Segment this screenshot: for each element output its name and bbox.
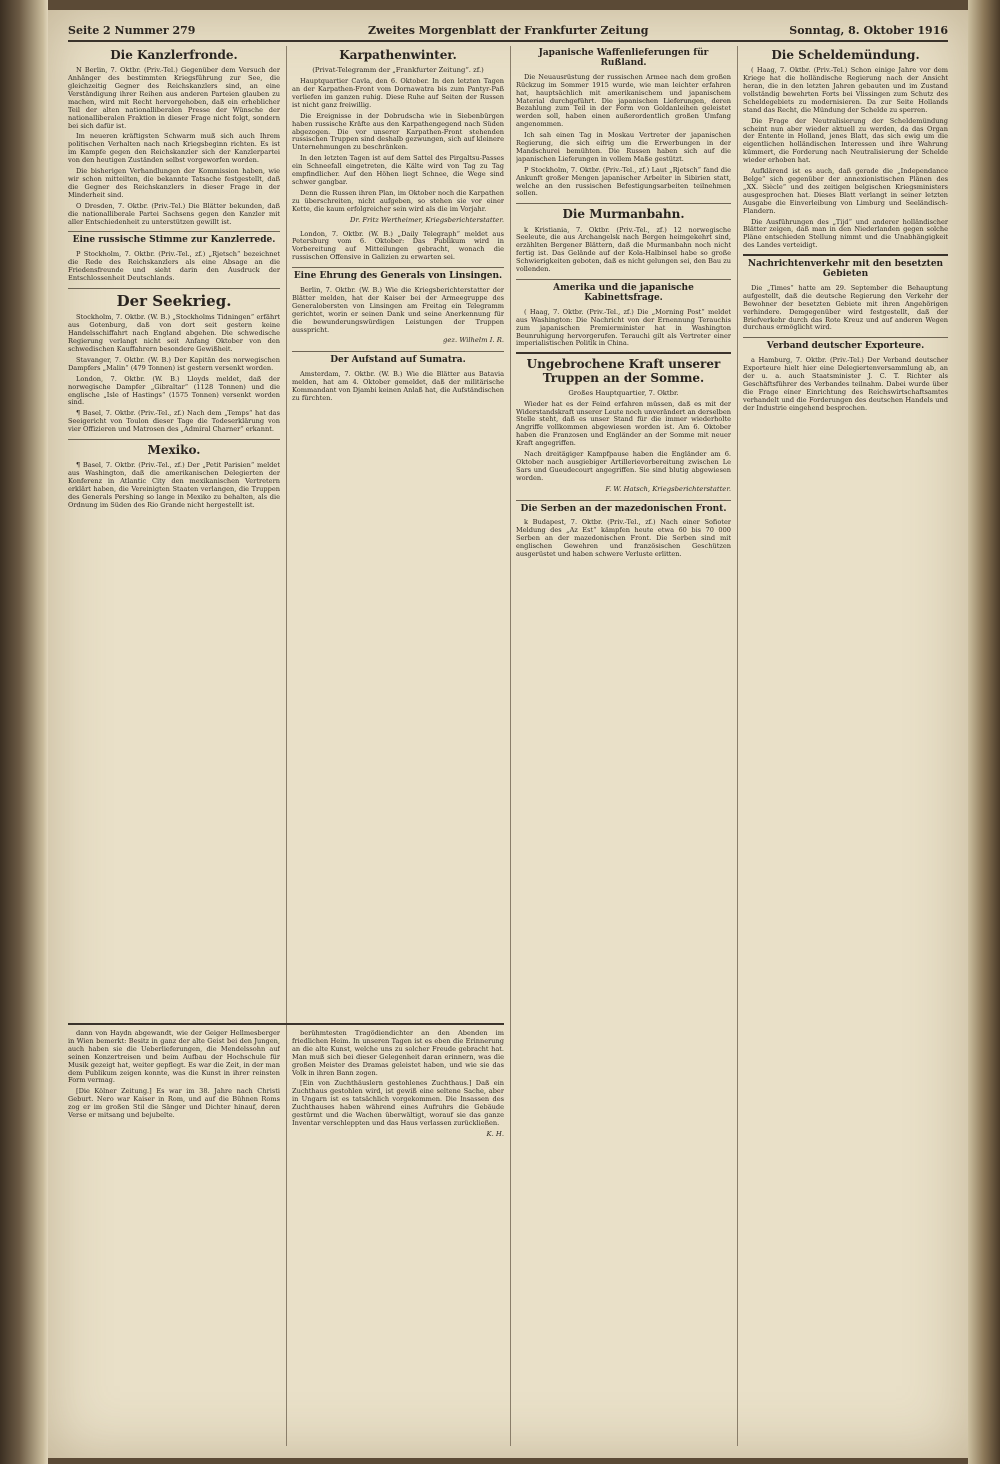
article-paragraph: P Stockholm, 7. Oktbr. (Priv.-Tel., zf.) „Rjetsch“ bezeichnet die Rede des Reichskanzlers als eine Absage an die Friedensfreunde und sieht darin den Ausdruck der Entschlossenheit Deutschlands.: [68, 250, 280, 283]
subheadline: Großes Hauptquartier, 7. Oktbr.: [568, 388, 679, 397]
article-paragraph: Hauptquartier Cavla, den 6. Oktober. In den letzten Tagen an der Karpathen-Front vom Dornawatra bis zum Pantyr-Paß verliefen im ganzen ruhig. Diese Ruhe auf Seiten der Russen ist nicht ganz freiwillig.: [292, 77, 504, 109]
divider: [516, 279, 731, 280]
headline-scheldemuendung: Die Scheldemündung.: [771, 48, 920, 62]
article-paragraph: Amsterdam, 7. Oktbr. (W. B.) Wie die Blätter aus Batavia melden, hat am 4. Oktober gemeldet, daß der militärische Kommandant von Djambi keinen Anlaß hat, die Aufständischen zu fürchten.: [292, 370, 504, 402]
headline-mexiko: Mexiko.: [147, 443, 201, 458]
signature: gez. Wilhelm I. R.: [443, 336, 504, 345]
divider: [516, 352, 731, 354]
divider: [743, 337, 948, 338]
article-paragraph: Im neueren kräftigsten Schwarm muß sich auch Ihrem politischen Verhalten nach nach Kriegsbeginn richten. Es ist im Kampfe gegen den Reichskanzler sich der Kanzlerpartei von den heutigen Zuständen selbst vorgeworfen worden.: [68, 132, 280, 165]
column-3: [516, 46, 731, 1441]
divider: [292, 351, 504, 352]
header-right: Sonntag, 8. Oktober 1916: [789, 24, 948, 37]
article-paragraph: Die „Times“ hatte am 29. September die Behauptung aufgestellt, daß die deutsche Regierung den Verkehr der Bewohner der besetzten Gebiete mit ihren Angehörigen verhindere. Demgegenüber wird festgestellt, daß der Briefverkehr durch das Rote Kreuz und auf anderen Wegen durchaus ermöglicht wird.: [743, 283, 948, 332]
article-paragraph: Stockholm, 7. Oktbr. (W. B.) „Stockholms Tidningen“ erfährt aus Gotenburg, daß von dort seit gestern keine Handelsschiffahrt nach England abgehen. Die schwedische Regierung verlangt nicht seit Anfang Oktober von den schwedischen Kauffahrern besondere Gewißheit.: [68, 313, 280, 354]
article-paragraph: Wieder hat es der Feind erfahren müssen, daß es mit der Widerstandskraft unserer Leute noch unverändert an derselben Stelle steht, daß es unser Stand für die immer wiederholte Angriffe vollkommen abgewiesen worden ist. Am 6. Oktober haben die Franzosen und Engländer an der Somme mit neuer Kraft angegriffen.: [516, 399, 731, 448]
headline-serben-front: Die Serben an der mazedonischen Front.: [520, 503, 727, 514]
headline-ungebrochene-kraft: Ungebrochene Kraft unserer Truppen an der Somme.: [526, 357, 721, 385]
divider: [68, 439, 280, 440]
article-paragraph: ¶ Basel, 7. Oktbr. (Priv.-Tel., zf.) Der „Petit Parisien“ meldet aus Washington, daß die amerikanischen Delegierten der Konferenz in Atlantic City den mexikanischen Vertretern erklärt haben, die Vereinigten Staaten verlangen, die Truppen des Generals Pershing so lange in Mexiko zu behalten, als die Ordnung im Süden des Rio Grande nicht hergestellt ist.: [68, 461, 280, 509]
newspaper-page: [48, 10, 968, 1458]
feuilleton-paragraph: [Die Kölner Zeitung.] Es war im 38. Jahre nach Christi Geburt. Nero war Kaiser in Rom, und auf die Bühnen Roms zog er im großen Stil die Sänger und Dichter hinauf, deren Verse er mitsang und bejubelte.: [68, 1087, 280, 1120]
divider: [743, 254, 948, 256]
headline-aufstand-sumatra: Der Aufstand auf Sumatra.: [330, 355, 466, 366]
article-paragraph: a Hamburg, 7. Oktbr. (Priv.-Tel.) Der Verband deutscher Exporteure hielt hier eine Delegiertenversammlung ab, an der u. a. auch Staatsminister J. C. T. Richter als Geschäftsführer des Verbandes teilnahm. Dabei wurde über die Frage einer Einrichtung des Reichswirtschaftsamtes verhandelt und die Forderungen des deutschen Handels und der Industrie eingehend besprochen.: [743, 356, 948, 412]
headline-murmanbahn: Die Murmanbahn.: [562, 207, 685, 222]
feuilleton-column-1: [68, 1030, 280, 1445]
header-left: Seite 2 Nummer 279: [68, 24, 196, 37]
column-2: [292, 46, 504, 1016]
header-center: Zweites Morgenblatt der Frankfurter Zeitung: [368, 24, 649, 37]
article-paragraph: Die Ausführungen des „Tijd“ und anderer holländischer Blätter zeigen, daß man in den Niederlanden gegen solche Pläne entschieden Stellung nimmt und die Unabhängigkeit des Landes verteidigt.: [743, 217, 948, 250]
byline: Dr. Fritz Wertheimer, Kriegsberichterstatter.: [350, 215, 504, 224]
headline-nachrichtenverkehr: Nachrichtenverkehr mit den besetzten Gebieten: [747, 259, 944, 280]
column-rule: [510, 46, 511, 1446]
article-paragraph: London, 7. Oktbr. (W. B.) Lloyds meldet, daß der norwegische Dampfer „Gibraltar“ (1128 Tonnen) und die englische „Isle of Hastings“ (1575 Tonnen) versenkt worden sind.: [68, 374, 280, 407]
column-4: [743, 46, 948, 1441]
signature: K. H.: [486, 1129, 504, 1138]
article-paragraph: ( Haag, 7. Oktbr. (Priv.-Tel.) Schon einige Jahre vor dem Kriege hat die holländische Regierung nach der Ansicht heran, die in den letzten Jahren gebauten und im Zustand vollständig bewehrten Forts bei Vlissingen zum Schutz des Scheldegebiets zu modernisieren. Da zur Seite Hollands stand das Recht, die Mündung der Schelde zu sperren.: [743, 66, 948, 114]
article-paragraph: In den letzten Tagen ist auf dem Sattel des Pirgaltsu-Passes ein Schneefall eingetreten, die Kälte wird von Tag zu Tag empfindlicher. Auf den Höhen liegt Schnee, die Wege sind schwer gangbar.: [292, 154, 504, 186]
article-paragraph: London, 7. Oktbr. (W. B.) „Daily Telegraph“ meldet aus Petersburg vom 6. Oktober: Das Publikum wird in Vorbereitung auf Mitteilungen gebracht, wonach die russischen Offensive in Galizien zu erwarten sei.: [292, 229, 504, 262]
article-paragraph: N Berlin, 7. Oktbr. (Priv.-Tel.) Gegenüber dem Versuch der Anhänger des bestimmten Kriegsführung zur See, die gleichzeitig Gegner des Reichskanzlers sind, an eine Verständigung ihrer Reihen aus anderen Parteien glauben zu machen, wird mit Recht hervorgehoben, daß ein erheblicher Teil der alten nationalliberalen Presse der Wünsche der nationalliberalen Fraktion in dieser Frage nicht folgt, sondern bei sich dafür ist.: [68, 66, 280, 130]
feuilleton-rule: [68, 1023, 504, 1025]
article-paragraph: Nach dreitägiger Kampfpause haben die Engländer am 6. Oktober nach ausgiebiger Artillerievorbereitung zwischen Le Sars und Gueudecourt angegriffen. Sie sind blutig abgewiesen worden.: [516, 450, 731, 482]
divider: [68, 288, 280, 289]
headline-russische-stimme: Eine russische Stimme zur Kanzlerrede.: [72, 235, 276, 246]
article-paragraph: Die Neuausrüstung der russischen Armee nach dem großen Rückzug im Sommer 1915 wurde, wie man leichter erfahren hat, hauptsächlich mit amerikanischem und japanischem Material durchgeführt. Die japanischen Lieferungen, deren Bezahlung zum Teil in der Form von Goldanleihen geleistet werden soll, haben einen außerordentlich großen Umfang angenommen.: [516, 72, 731, 129]
divider: [292, 267, 504, 268]
headline-karpathenwinter: Karpathenwinter.: [339, 48, 457, 62]
article-paragraph: Die Ereignisse in der Dobrudscha wie in Siebenbürgen haben russische Kräfte aus den Karpathengegend nach Süden abgezogen. Die vor unserer Karpathen-Front stehenden russischen Truppen sind deshalb gezwungen, sich auf kleinere Unternehmungen zu beschränken.: [292, 111, 504, 152]
subheadline: (Privat-Telegramm der „Frankfurter Zeitung“. zf.): [312, 66, 484, 75]
article-paragraph: ( Haag, 7. Oktbr. (Priv.-Tel., zf.) Die „Morning Post“ meldet aus Washington: Die Nachricht von der Ernennung Terauchis zum japanischen Premierminister hat in Washington Beunruhigung hervorgerufen. Terauchi gilt als Vertreter einer imperialistischen Politik in China.: [516, 307, 731, 348]
article-paragraph: Die Frage der Neutralisierung der Scheldemündung scheint nun aber wieder aktuell zu werden, da das Organ der Entente in Holland, jenes Blatt, das sich ewig um die eigentlichen holländischen Interessen und ihre Wahrung kümmert, die Forderung nach Neutralisierung der Schelde wieder erhoben hat.: [743, 116, 948, 165]
article-paragraph: Denn die Russen ihren Plan, im Oktober noch die Karpathen zu überschreiten, nicht aufgeben, so stehen sie vor einer Kette, die kaum erfolgreicher sein wird als die im Vorjahr.: [292, 188, 504, 213]
article-paragraph: k Kristiania, 7. Oktbr. (Priv.-Tel., zf.) 12 norwegische Seeleute, die aus Archangelsk nach Bergen heimgekehrt sind, erzählten Bergener Blättern, daß die Murmanbahn noch nicht fertig ist. Das Gelände auf der Kola-Halbinsel habe so große Schwierigkeiten geboten, daß es nicht gelungen sei, den Bau zu vollenden.: [516, 225, 731, 274]
feuilleton-column-2: [292, 1030, 504, 1445]
article-paragraph: Stavanger, 7. Oktbr. (W. B.) Der Kapitän des norwegischen Dampfers „Malin“ (479 Tonnen) ist gestern versenkt worden.: [68, 355, 280, 372]
headline-kanzlerfronde: Die Kanzlerfronde.: [110, 48, 238, 62]
book-spine: [0, 0, 48, 1464]
column-1: [68, 46, 280, 1016]
headline-amerika-japan: Amerika und die japanische Kabinettsfrage.: [553, 283, 694, 303]
page-edge: [968, 0, 1000, 1464]
headline-japanische-waffen: Japanische Waffenlieferungen für Rußland.: [538, 48, 709, 68]
divider: [516, 203, 731, 204]
divider: [68, 231, 280, 232]
article-paragraph: Ich sah einen Tag in Moskau Vertreter der japanischen Regierung, die sich eifrig um die Erwerbungen in der Mandschurei bemühten. Die Russen haben sich auf die japanischen Lieferungen in vollem Maße gestützt.: [516, 131, 731, 163]
article-paragraph: O Dresden, 7. Oktbr. (Priv.-Tel.) Die Blätter bekunden, daß die nationalliberale Partei Sachsens gegen den Kanzler mit aller Entschiedenheit zu unterstützen gewillt ist.: [68, 201, 280, 226]
page-header: [68, 22, 948, 42]
column-rule: [286, 46, 287, 1446]
divider: [516, 500, 731, 501]
headline-ehrung-linsingen: Eine Ehrung des Generals von Linsingen.: [293, 271, 503, 282]
article-paragraph: ¶ Basel, 7. Oktbr. (Priv.-Tel., zf.) Nach dem „Temps“ hat das Seeigericht von Toulon dieser Tage die Todeserklärung von vier Offizieren und Matrosen des „Admiral Charner“ erkannt.: [68, 409, 280, 434]
article-paragraph: k Budapest, 7. Oktbr. (Priv.-Tel., zf.) Nach einer Sofioter Meldung des „Az Est“ kämpfen heute etwa 60 bis 70 000 Serben an der mazedonischen Front. Die Serben sind mit englischen Gewehren und französischen Geschützen ausgerüstet und haben schwere Verluste erlitten.: [516, 518, 731, 559]
article-paragraph: Die bisherigen Verhandlungen der Kommission haben, wie wir schon mitteilten, die bekannte Tatsache festgestellt, daß die Gegner des Reichskanzlers in dieser Frage in der Minderheit sind.: [68, 167, 280, 199]
headline-seekrieg: Der Seekrieg.: [116, 291, 232, 310]
byline: F. W. Hatsch, Kriegsberichterstatter.: [605, 484, 731, 493]
article-paragraph: P Stockholm, 7. Oktbr. (Priv.-Tel., zf.) Laut „Rjetsch“ fand die Ankunft großer Mengen japanischer Arbeiter in Sibirien statt, welche an den russischen Befestigungsarbeiten teilnehmen sollen.: [516, 165, 731, 198]
article-paragraph: Aufklärend ist es auch, daß gerade die „Independance Belge“ sich gegenüber der annexionistischen Plänen des „XX. Siècle“ und des zeitigen belgischen Kriegsministers ausgesprochen hat. Dieses Blatt verlangt in seiner letzten Ausgabe die Einverleibung von Limburg und Seeländisch-Flandern.: [743, 167, 948, 215]
headline-verband-exporteure: Verband deutscher Exporteure.: [766, 341, 925, 352]
article-paragraph: Berlin, 7. Oktbr. (W. B.) Wie die Kriegsberichterstatter der Blätter melden, hat der Kaiser bei der Armeegruppe des Generalobersten von Linsingen am Freitag ein Telegramm gerichtet, worin er seinen Dank und seine Anerkennung für die bewunderungswürdigen Leistungen der Truppen ausspricht.: [292, 286, 504, 334]
feuilleton-paragraph: dann von Haydn abgewandt, wie der Geiger Hellmesberger in Wien bemerkt: Besitz in ganz der alte Geist bei den Jungen, auch haben sie die Ueberlieferungen, die Mendelssohn auf seinen Konzertreisen und beim Aufbau der Hochschule für Musik gezeigt hat, weiter gepflegt. Es war die Zeit, in der man dem Publikum zeigen konnte, was die Kunst in ihrer reinsten Form vermag.: [68, 1030, 280, 1085]
column-rule: [737, 46, 738, 1446]
feuilleton-paragraph: berühmtesten Tragödiendichter an den Abenden im friedlichen Heim. In unseren Tagen ist es eben die Erinnerung an die alte Kunst, welche uns zu solcher Freude gebracht hat. Man muß sich bei dieser Gelegenheit daran erinnern, was die großen Meister des Dramas geleistet haben, und wie sie das Volk in ihren Bann zogen.: [292, 1030, 504, 1077]
feuilleton-paragraph: [Ein von Zuchthäuslern gestohlenes Zuchthaus.] Daß ein Zuchthaus gestohlen wird, ist gewiß eine seltene Sache, aber in Ungarn ist es tatsächlich vorgekommen. Die Insassen des Zuchthauses haben während eines Aufruhrs die Gebäude gestürmt und die Wachen überwältigt, worauf sie das ganze Inventar verschleppten und das Haus verlassen zurückließen.: [292, 1079, 504, 1127]
